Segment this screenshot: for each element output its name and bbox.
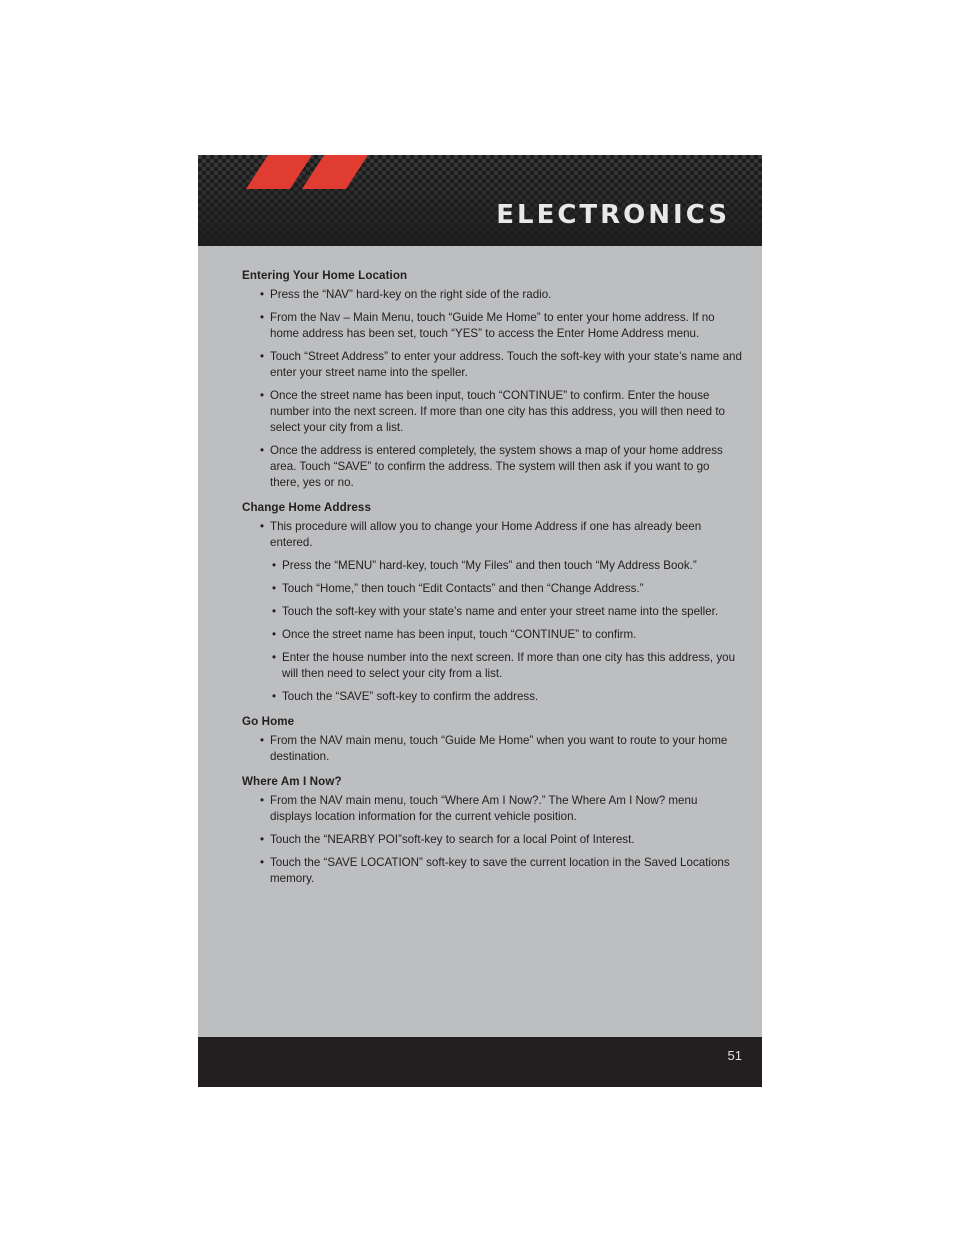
section-go-home <box>242 714 742 765</box>
list-item: • Enter the house number into the next screen. If more than one city has this address, you will then need to select your city from a list. <box>242 650 742 682</box>
list-item: • Touch the “SAVE” soft-key to confirm the address. <box>242 689 742 705</box>
list-item: • Once the street name has been input, touch “CONTINUE” to confirm. Enter the house number into the next screen. If more than one city has this address, you will then need to select your city from a list. <box>242 388 742 436</box>
section-heading: Where Am I Now? <box>242 775 342 788</box>
list-item: • Touch “Home,” then touch “Edit Contacts” and then “Change Address.” <box>242 581 742 597</box>
section-header <box>198 155 762 246</box>
section-heading: Change Home Address <box>242 501 372 514</box>
list-item: • Touch the “SAVE LOCATION” soft-key to save the current location in the Saved Locations memory. <box>242 855 742 887</box>
bullet-list <box>242 733 742 765</box>
list-item: • Press the “MENU” hard-key, touch “My Files” and then touch “My Address Book.” <box>242 558 742 574</box>
list-item: • From the NAV main menu, touch “Where Am I Now?.” The Where Am I Now? menu displays location information for the current vehicle position. <box>242 793 742 825</box>
section-heading: Go Home <box>242 715 295 728</box>
list-item: • Press the “NAV” hard-key on the right side of the radio. <box>242 287 742 303</box>
bullet-list <box>242 287 742 491</box>
section-where-am-i-now <box>242 774 742 887</box>
bullet-list <box>242 793 742 887</box>
list-item: • Touch the “NEARBY POI”soft-key to search for a local Point of Interest. <box>242 832 742 848</box>
racing-stripes-icon <box>246 155 376 189</box>
section-title: ELECTRONICS <box>496 200 730 230</box>
list-item: • This procedure will allow you to change your Home Address if one has already been entered. <box>242 519 742 551</box>
list-item: • Touch the soft-key with your state’s name and enter your street name into the speller. <box>242 604 742 620</box>
page-footer <box>198 1037 762 1087</box>
list-item: • Touch “Street Address” to enter your address. Touch the soft-key with your state’s name and enter your street name into the speller. <box>242 349 742 381</box>
list-item: • From the NAV main menu, touch “Guide Me Home” when you want to route to your home destination. <box>242 733 742 765</box>
section-change-home-address <box>242 500 742 705</box>
list-item: • Once the address is entered completely, the system shows a map of your home address area. Touch “SAVE” to confirm the address. The system will then ask if you want to go there, yes or no. <box>242 443 742 491</box>
list-item: • Once the street name has been input, touch “CONTINUE” to confirm. <box>242 627 742 643</box>
list-item: • From the Nav – Main Menu, touch “Guide Me Home” to enter your home address. If no home address has been set, touch “YES” to access the Enter Home Address menu. <box>242 310 742 342</box>
section-entering-home-location <box>242 268 742 491</box>
bullet-list <box>242 519 742 705</box>
section-heading: Entering Your Home Location <box>242 269 408 282</box>
page-content <box>242 268 742 896</box>
page-number: 51 <box>727 1048 742 1063</box>
